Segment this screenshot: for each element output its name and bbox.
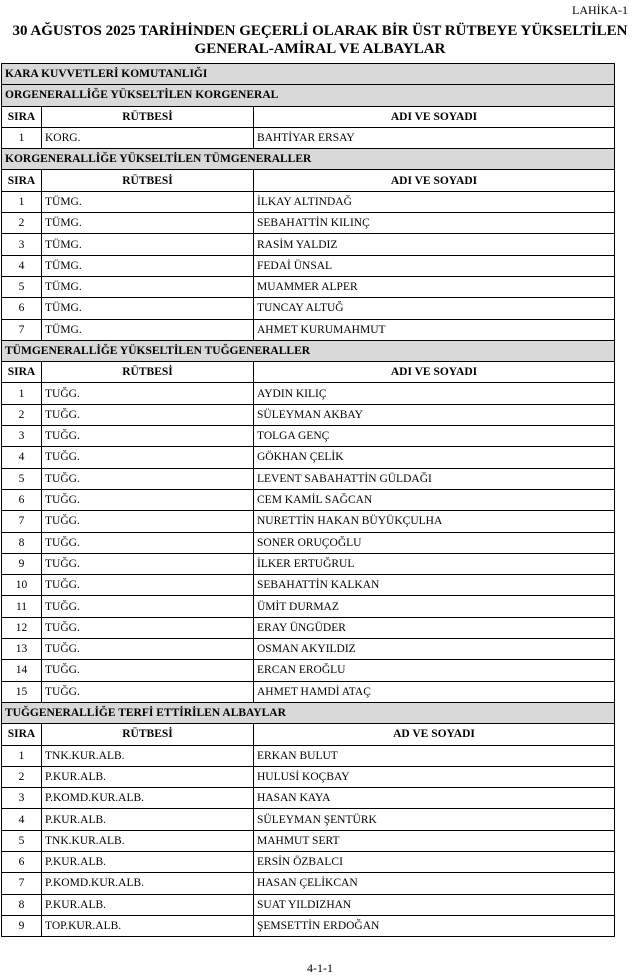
table-row [2,553,615,574]
table-row [2,830,615,851]
cell-rank: TUĞG. [42,596,254,617]
cell-sira: 6 [2,298,42,319]
cell-rank: TUĞG. [42,617,254,638]
cell-sira: 4 [2,255,42,276]
cell-rank: P.KUR.ALB. [42,766,254,787]
cell-rank: TÜMG. [42,298,254,319]
cell-name: HULUSİ KOÇBAY [254,766,615,787]
cell-sira: 6 [2,851,42,872]
cell-sira: 14 [2,660,42,681]
cell-sira: 10 [2,575,42,596]
cell-name: ERCAN EROĞLU [254,660,615,681]
cell-rank: TÜMG. [42,191,254,212]
table-row [2,809,615,830]
cell-name: ERKAN BULUT [254,745,615,766]
table-row [2,532,615,553]
table-row [2,851,615,872]
table-row [2,873,615,894]
cell-sira: 5 [2,830,42,851]
cell-rank: TUĞG. [42,681,254,702]
header-name: ADI VE SOYADI [254,170,615,191]
cell-name: TOLGA GENÇ [254,426,615,447]
command-row [2,64,615,85]
cell-name: NURETTİN HAKAN BÜYÜKÇULHA [254,511,615,532]
command-name: KARA KUVVETLERİ KOMUTANLIĞI [2,64,615,85]
cell-rank: TUĞG. [42,468,254,489]
table-row [2,511,615,532]
annex-label: LAHİKA-1 [572,3,628,17]
table-row [2,234,615,255]
table-row [2,617,615,638]
cell-sira: 4 [2,447,42,468]
page-number: 4-1-1 [307,961,333,975]
cell-rank: TUĞG. [42,575,254,596]
cell-name: LEVENT SABAHATTİN GÜLDAĞI [254,468,615,489]
header-sira: SIRA [2,724,42,745]
cell-sira: 1 [2,127,42,148]
table-row [2,447,615,468]
section-title-row [2,149,615,170]
cell-name: GÖKHAN ÇELİK [254,447,615,468]
cell-sira: 2 [2,766,42,787]
cell-sira: 3 [2,426,42,447]
cell-rank: TUĞG. [42,426,254,447]
cell-sira: 1 [2,383,42,404]
cell-name: MAHMUT SERT [254,830,615,851]
cell-rank: TUĞG. [42,489,254,510]
cell-name: ÜMİT DURMAZ [254,596,615,617]
section-title-row [2,702,615,723]
table-row [2,255,615,276]
cell-sira: 4 [2,809,42,830]
cell-rank: TUĞG. [42,532,254,553]
column-header-row [2,106,615,127]
section-title: ORGENERALLİĞE YÜKSELTİLEN KORGENERAL [2,85,615,106]
cell-name: ERAY ÜNGÜDER [254,617,615,638]
column-header-row [2,362,615,383]
cell-name: AYDIN KILIÇ [254,383,615,404]
cell-name: AHMET KURUMAHMUT [254,319,615,340]
cell-sira: 5 [2,276,42,297]
cell-name: İLKER ERTUĞRUL [254,553,615,574]
cell-sira: 2 [2,404,42,425]
cell-name: AHMET HAMDİ ATAÇ [254,681,615,702]
table-row [2,213,615,234]
cell-sira: 5 [2,468,42,489]
header-rank: RÜTBESİ [42,724,254,745]
cell-rank: TÜMG. [42,255,254,276]
table-row [2,489,615,510]
table-row [2,298,615,319]
cell-sira: 8 [2,532,42,553]
table-row [2,127,615,148]
cell-name: OSMAN AKYILDIZ [254,639,615,660]
cell-rank: TUĞG. [42,447,254,468]
cell-sira: 11 [2,596,42,617]
table-row [2,404,615,425]
cell-rank: TOP.KUR.ALB. [42,915,254,936]
cell-name: ERSİN ÖZBALCI [254,851,615,872]
header-sira: SIRA [2,362,42,383]
table-row [2,788,615,809]
cell-rank: TUĞG. [42,511,254,532]
cell-name: ŞEMSETTİN ERDOĞAN [254,915,615,936]
table-row [2,660,615,681]
cell-sira: 2 [2,213,42,234]
table-row [2,383,615,404]
cell-rank: TUĞG. [42,553,254,574]
table-row [2,596,615,617]
cell-name: SEBAHATTİN KALKAN [254,575,615,596]
cell-rank: TÜMG. [42,213,254,234]
header-rank: RÜTBESİ [42,362,254,383]
cell-rank: P.KUR.ALB. [42,809,254,830]
cell-sira: 13 [2,639,42,660]
section-title: TÜMGENERALLİĞE YÜKSELTİLEN TUĞGENERALLER [2,340,615,361]
cell-sira: 6 [2,489,42,510]
cell-rank: TÜMG. [42,319,254,340]
section-title: KORGENERALLİĞE YÜKSELTİLEN TÜMGENERALLER [2,149,615,170]
cell-name: FEDAİ ÜNSAL [254,255,615,276]
section-title-row [2,85,615,106]
header-name: ADI VE SOYADI [254,106,615,127]
promotion-table-body [2,64,615,937]
cell-name: SONER ORUÇOĞLU [254,532,615,553]
header-rank: RÜTBESİ [42,170,254,191]
table-row [2,426,615,447]
column-header-row [2,170,615,191]
cell-rank: TUĞG. [42,660,254,681]
cell-sira: 3 [2,234,42,255]
cell-sira: 15 [2,681,42,702]
table-row [2,276,615,297]
cell-name: MUAMMER ALPER [254,276,615,297]
cell-name: CEM KAMİL SAĞCAN [254,489,615,510]
cell-sira: 12 [2,617,42,638]
cell-sira: 9 [2,553,42,574]
cell-rank: TNK.KUR.ALB. [42,745,254,766]
table-row [2,915,615,936]
cell-name: HASAN KAYA [254,788,615,809]
cell-sira: 1 [2,191,42,212]
cell-name: İLKAY ALTINDAĞ [254,191,615,212]
table-row [2,681,615,702]
title-line-2: GENERAL-AMİRAL VE ALBAYLAR [194,41,446,57]
cell-rank: TNK.KUR.ALB. [42,830,254,851]
cell-sira: 8 [2,894,42,915]
cell-name: SUAT YILDIZHAN [254,894,615,915]
cell-sira: 9 [2,915,42,936]
table-row [2,575,615,596]
header-sira: SIRA [2,106,42,127]
cell-name: BAHTİYAR ERSAY [254,127,615,148]
cell-sira: 7 [2,511,42,532]
header-name: ADI VE SOYADI [254,362,615,383]
cell-sira: 7 [2,873,42,894]
cell-rank: P.KUR.ALB. [42,851,254,872]
cell-rank: TUĞG. [42,383,254,404]
title-line-1: 30 AĞUSTOS 2025 TARİHİNDEN GEÇERLİ OLARAK BİR ÜST RÜTBEYE YÜKSELTİLEN [12,23,628,39]
cell-rank: TÜMG. [42,234,254,255]
section-title: TUĞGENERALLİĞE TERFİ ETTİRİLEN ALBAYLAR [2,702,615,723]
table-row [2,639,615,660]
table-row [2,894,615,915]
table-row [2,319,615,340]
cell-name: SÜLEYMAN AKBAY [254,404,615,425]
cell-rank: TUĞG. [42,404,254,425]
cell-name: RASİM YALDIZ [254,234,615,255]
header-rank: RÜTBESİ [42,106,254,127]
header-name: AD VE SOYADI [254,724,615,745]
document-title [0,22,640,58]
cell-rank: P.KOMD.KUR.ALB. [42,873,254,894]
cell-name: SÜLEYMAN ŞENTÜRK [254,809,615,830]
cell-name: SEBAHATTİN KILINÇ [254,213,615,234]
header-sira: SIRA [2,170,42,191]
cell-name: TUNCAY ALTUĞ [254,298,615,319]
section-title-row [2,340,615,361]
table-row [2,745,615,766]
promotion-table [1,63,615,937]
table-row [2,468,615,489]
cell-rank: P.KUR.ALB. [42,894,254,915]
cell-rank: TUĞG. [42,639,254,660]
table-row [2,191,615,212]
column-header-row [2,724,615,745]
cell-sira: 7 [2,319,42,340]
cell-rank: P.KOMD.KUR.ALB. [42,788,254,809]
cell-name: HASAN ÇELİKCAN [254,873,615,894]
cell-rank: TÜMG. [42,276,254,297]
cell-sira: 1 [2,745,42,766]
cell-sira: 3 [2,788,42,809]
cell-rank: KORG. [42,127,254,148]
table-row [2,766,615,787]
